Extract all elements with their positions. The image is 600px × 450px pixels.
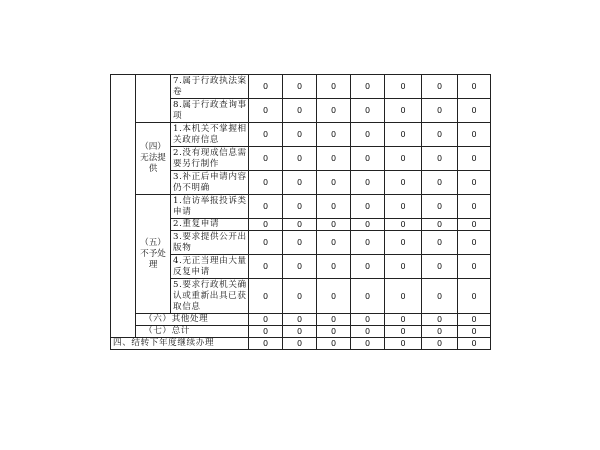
value-cell: 0 (385, 255, 422, 279)
row-label: 5.要求行政机关确认或重新出具已获取信息 (171, 279, 249, 314)
row-label: （七）总计 (136, 326, 249, 338)
value-cell: 0 (317, 338, 351, 350)
value-cell: 0 (249, 123, 283, 147)
value-cell: 0 (351, 123, 385, 147)
value-cell: 0 (458, 255, 491, 279)
row-label: 1.本机关不掌握相关政府信息 (171, 123, 249, 147)
value-cell: 0 (385, 338, 422, 350)
value-cell: 0 (385, 219, 422, 231)
row-label: 1.信访举报投诉类申请 (171, 195, 249, 219)
table-row (111, 314, 491, 326)
group-label-wufa-tigong: （四）无法提供 (136, 123, 171, 195)
value-cell: 0 (249, 99, 283, 123)
value-cell: 0 (422, 219, 458, 231)
row-label: 3.要求提供公开出版物 (171, 231, 249, 255)
value-cell: 0 (351, 326, 385, 338)
value-cell: 0 (385, 99, 422, 123)
row-label: 2.重复申请 (171, 219, 249, 231)
value-cell: 0 (458, 147, 491, 171)
value-cell: 0 (283, 338, 317, 350)
value-cell: 0 (249, 219, 283, 231)
value-cell: 0 (422, 75, 458, 99)
row-label: 4.无正当理由大量反复申请 (171, 255, 249, 279)
value-cell: 0 (317, 123, 351, 147)
value-cell: 0 (422, 314, 458, 326)
row-label: 3.补正后申请内容仍不明确 (171, 171, 249, 195)
value-cell: 0 (385, 147, 422, 171)
value-cell: 0 (385, 195, 422, 219)
value-cell: 0 (317, 171, 351, 195)
value-cell: 0 (249, 255, 283, 279)
value-cell: 0 (249, 75, 283, 99)
value-cell: 0 (249, 171, 283, 195)
outer-category-cell (111, 75, 136, 338)
value-cell: 0 (351, 219, 385, 231)
value-cell: 0 (249, 314, 283, 326)
value-cell: 0 (283, 123, 317, 147)
value-cell: 0 (351, 195, 385, 219)
value-cell: 0 (283, 326, 317, 338)
value-cell: 0 (317, 279, 351, 314)
table-row (111, 326, 491, 338)
row-label: 2.没有现成信息需要另行制作 (171, 147, 249, 171)
table-row (111, 75, 491, 99)
value-cell: 0 (283, 255, 317, 279)
statistics-table (110, 74, 491, 350)
value-cell: 0 (249, 326, 283, 338)
value-cell: 0 (458, 219, 491, 231)
value-cell: 0 (458, 123, 491, 147)
value-cell: 0 (458, 231, 491, 255)
value-cell: 0 (385, 314, 422, 326)
disclosure-statistics-sheet (110, 74, 490, 350)
table-row (111, 195, 491, 219)
value-cell: 0 (317, 231, 351, 255)
value-cell: 0 (283, 171, 317, 195)
value-cell: 0 (317, 326, 351, 338)
value-cell: 0 (458, 279, 491, 314)
value-cell: 0 (317, 99, 351, 123)
value-cell: 0 (458, 99, 491, 123)
value-cell: 0 (283, 195, 317, 219)
value-cell: 0 (422, 147, 458, 171)
value-cell: 0 (422, 171, 458, 195)
value-cell: 0 (351, 75, 385, 99)
value-cell: 0 (351, 171, 385, 195)
group-label-buyu-chuli: （五）不予处理 (136, 195, 171, 314)
value-cell: 0 (317, 195, 351, 219)
value-cell: 0 (385, 171, 422, 195)
value-cell: 0 (351, 338, 385, 350)
value-cell: 0 (458, 75, 491, 99)
value-cell: 0 (283, 279, 317, 314)
value-cell: 0 (351, 279, 385, 314)
value-cell: 0 (249, 231, 283, 255)
value-cell: 0 (283, 99, 317, 123)
value-cell: 0 (422, 326, 458, 338)
value-cell: 0 (458, 195, 491, 219)
value-cell: 0 (317, 314, 351, 326)
value-cell: 0 (283, 219, 317, 231)
table-row (111, 338, 491, 350)
value-cell: 0 (283, 231, 317, 255)
value-cell: 0 (422, 255, 458, 279)
value-cell: 0 (249, 147, 283, 171)
value-cell: 0 (422, 99, 458, 123)
row-label: 8.属于行政查询事项 (171, 99, 249, 123)
category-cell-continued (136, 75, 171, 123)
value-cell: 0 (351, 147, 385, 171)
row-label: 四、结转下年度继续办理 (111, 338, 249, 350)
value-cell: 0 (385, 279, 422, 314)
row-label: 7.属于行政执法案卷 (171, 75, 249, 99)
value-cell: 0 (249, 195, 283, 219)
value-cell: 0 (351, 231, 385, 255)
value-cell: 0 (458, 171, 491, 195)
value-cell: 0 (249, 338, 283, 350)
value-cell: 0 (385, 326, 422, 338)
value-cell: 0 (317, 219, 351, 231)
row-label: （六）其他处理 (136, 314, 249, 326)
value-cell: 0 (283, 147, 317, 171)
value-cell: 0 (422, 279, 458, 314)
value-cell: 0 (422, 123, 458, 147)
value-cell: 0 (422, 338, 458, 350)
value-cell: 0 (351, 99, 385, 123)
value-cell: 0 (283, 314, 317, 326)
value-cell: 0 (351, 314, 385, 326)
table-row (111, 123, 491, 147)
value-cell: 0 (385, 123, 422, 147)
value-cell: 0 (249, 279, 283, 314)
value-cell: 0 (458, 326, 491, 338)
value-cell: 0 (422, 231, 458, 255)
value-cell: 0 (351, 255, 385, 279)
value-cell: 0 (422, 195, 458, 219)
value-cell: 0 (385, 75, 422, 99)
value-cell: 0 (317, 75, 351, 99)
value-cell: 0 (317, 147, 351, 171)
value-cell: 0 (283, 75, 317, 99)
value-cell: 0 (317, 255, 351, 279)
value-cell: 0 (458, 314, 491, 326)
value-cell: 0 (458, 338, 491, 350)
value-cell: 0 (385, 231, 422, 255)
